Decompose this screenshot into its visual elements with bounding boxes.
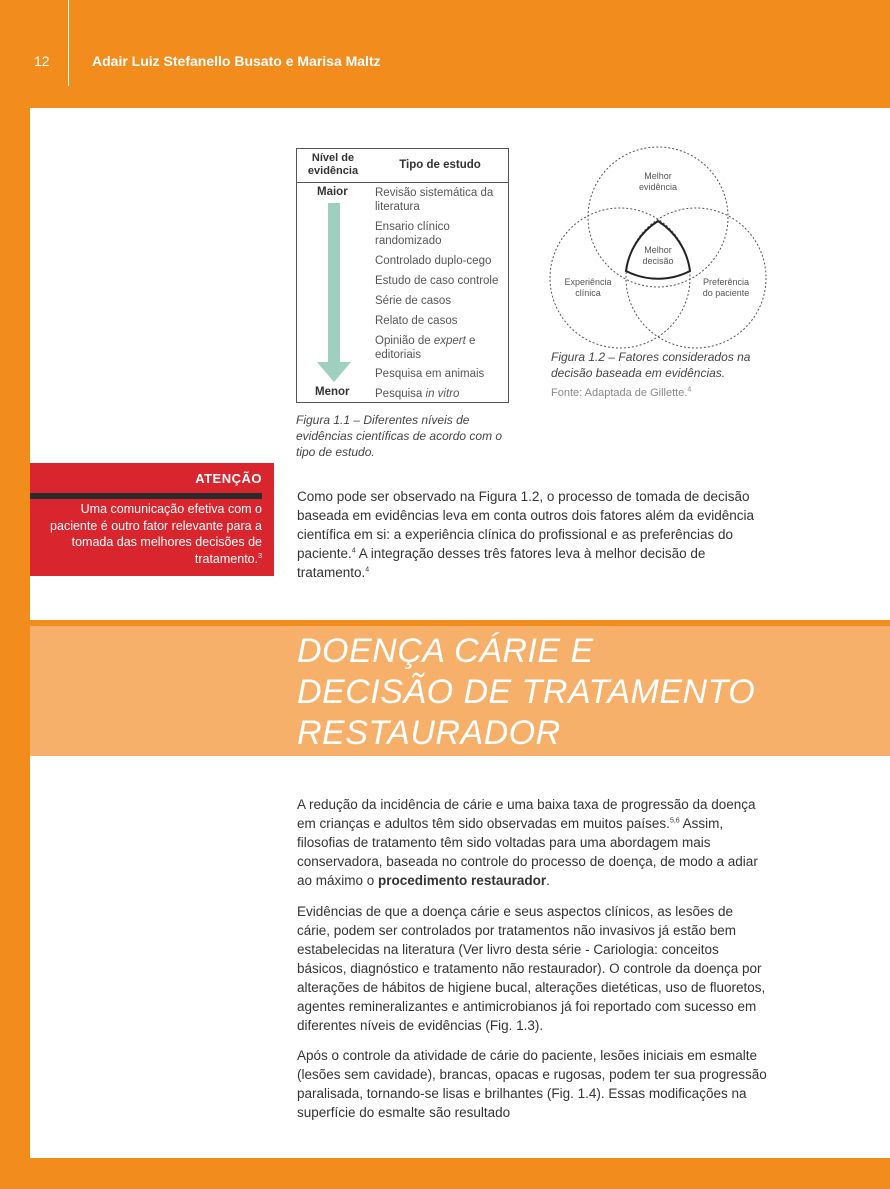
down-arrow-icon (328, 203, 340, 363)
page-header (0, 0, 890, 108)
level-lowest-label: Menor (315, 386, 350, 398)
header-divider (68, 0, 69, 86)
venn-circle-evidence (588, 147, 728, 287)
study-type-item: Ensario clínico randomizado (375, 221, 450, 247)
section-title (297, 631, 857, 754)
header-evidence-level: Nível de evidência (307, 152, 359, 177)
figure-1-1-caption: Figura 1.1 – Diferentes níveis de evidências científicas de acordo com o tipo de estudo. (296, 413, 503, 459)
study-type-item: Pesquisa in vitro (375, 388, 460, 400)
section-title-line: RESTAURADOR (297, 714, 561, 752)
section-title-line: DOENÇA CÁRIE E (297, 632, 594, 670)
venn-label-right-1: Preferência (702, 277, 750, 287)
page-footer-bar (0, 1158, 890, 1189)
venn-label-right-2: do paciente (702, 288, 750, 298)
paragraph-noninvasive-evidence: Evidências de que a doença cárie e seus aspectos clínicos, as lesões de cárie, podem ser controlados por tratamentos não invasivos já estão bem estabelecidas na literatura (Ver livro desta série - Cariologia: conceitos básicos, diagnóstico e tratamento não restaurador). O controle da doença por alterações de hábitos de higiene bucal, alterações dietéticas, uso de fluoretos, agentes remineralizantes e antimicrobianos já foi reportado com sucesso em diferentes níveis de evidências (Fig. 1.3). (297, 904, 766, 1033)
figure-1-2-caption: Figura 1.2 – Fatores considerados na decisão baseada em evidências. (551, 350, 751, 380)
attention-callout (30, 463, 274, 576)
study-type-item: Revisão sistemática da literatura (375, 187, 494, 213)
arrow-head-icon (317, 362, 351, 382)
venn-label-center-1: Melhor (644, 245, 672, 255)
bold-term: procedimento restaurador (378, 873, 547, 888)
header-study-type: Tipo de estudo (399, 159, 481, 171)
section-title-line: DECISÃO DE TRATAMENTO (297, 673, 756, 711)
attention-divider (30, 493, 262, 499)
paragraph-lesion-arrest: Após o controle da atividade de cárie do paciente, lesões iniciais em esmalte (lesões sem cavidade), brancas, opacas e rugosas, podem ter sua progressão paralisada, tornando-se lisas e brilhantes (Fig. 1.4). Essas modificações na superfície do esmalte são resultado (297, 1048, 767, 1120)
paragraph-caries-reduction: A redução da incidência de cárie e uma baixa taxa de progressão da doença em crianças e adultos têm sido observadas em muitos países.$^{5,6}$ Assim, filosofias de tratamento têm sido voltadas para uma abordagem mais conservadora, baseada no controle do processo de doença, de modo a adiar ao máximo o procedimento restaurador. (297, 797, 758, 888)
venn-label-top-1: Melhor (644, 171, 672, 181)
level-highest-label: Maior (317, 186, 348, 198)
table-header (297, 149, 508, 183)
paragraph-evidence-factors: Como pode ser observado na Figura 1.2, o processo de tomada de decisão baseada em evidências leva em conta outros dois fatores além da evidência científica em si: a experiência clínica do profissional e as preferências do paciente.$^4$ A integração desses três fatores leva à melhor decisão de tratamento.$^4$ (297, 489, 755, 580)
venn-label-center-2: decisão (642, 256, 674, 266)
venn-label-top-2: evidência (638, 182, 678, 192)
venn-label-left-1: Experiência (564, 277, 612, 287)
evidence-level-table (296, 148, 509, 403)
study-type-item: Pesquisa em animais (375, 368, 485, 380)
attention-title: ATENÇÃO (195, 471, 262, 486)
evidence-decision-venn-diagram (548, 145, 768, 350)
venn-label-left-2: clínica (575, 288, 601, 298)
running-head-authors: Adair Luiz Stefanello Busato e Marisa Maltz (92, 53, 381, 69)
study-type-item: Controlado duplo-cego (375, 255, 492, 267)
page-number: 12 (34, 53, 50, 69)
study-type-item: Série de casos (375, 295, 452, 307)
figure-1-2-source: Fonte: Adaptada de Gillette.$^4$ (551, 386, 692, 399)
study-type-item: Opinião de expert e editoriais (375, 335, 476, 361)
study-type-item: Relato de casos (375, 315, 458, 327)
study-type-item: Estudo de caso controle (375, 275, 499, 287)
attention-text: Uma comunicação efetiva com o paciente é outro fator relevante para a tomada das melhores decisões de tratamento.$^3$ (50, 502, 262, 566)
